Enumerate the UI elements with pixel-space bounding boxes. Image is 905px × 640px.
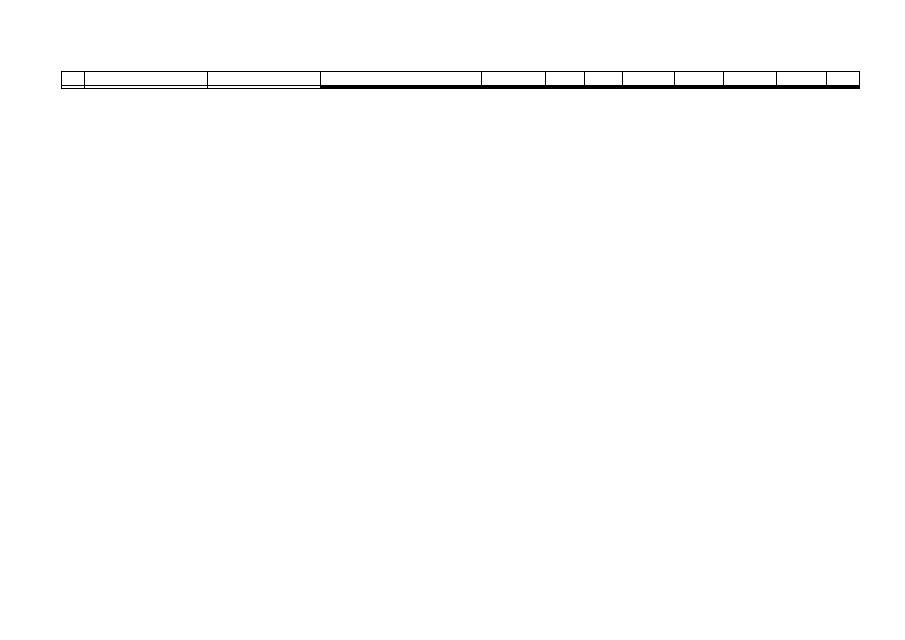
amount-cell <box>546 88 584 89</box>
column-header <box>776 72 826 86</box>
column-header <box>320 72 481 86</box>
amount-cell <box>584 88 622 89</box>
budget-source <box>320 88 481 89</box>
column-header <box>62 72 85 86</box>
column-header <box>546 72 584 86</box>
amount-cell <box>724 88 777 89</box>
budget-table <box>61 71 860 89</box>
contract-number <box>207 86 320 89</box>
column-header <box>481 72 546 86</box>
table-body <box>62 86 860 89</box>
column-header <box>724 72 777 86</box>
amount-cell <box>674 88 724 89</box>
amount-cell <box>481 88 546 89</box>
column-header <box>584 72 622 86</box>
amount-cell <box>826 88 859 89</box>
header-row <box>62 72 860 86</box>
column-header <box>826 72 859 86</box>
column-header <box>207 72 320 86</box>
column-header <box>674 72 724 86</box>
amount-cell <box>776 88 826 89</box>
column-header <box>623 72 675 86</box>
amount-cell <box>623 88 675 89</box>
row-number <box>62 86 85 89</box>
project-description <box>85 86 207 89</box>
column-header <box>85 72 207 86</box>
